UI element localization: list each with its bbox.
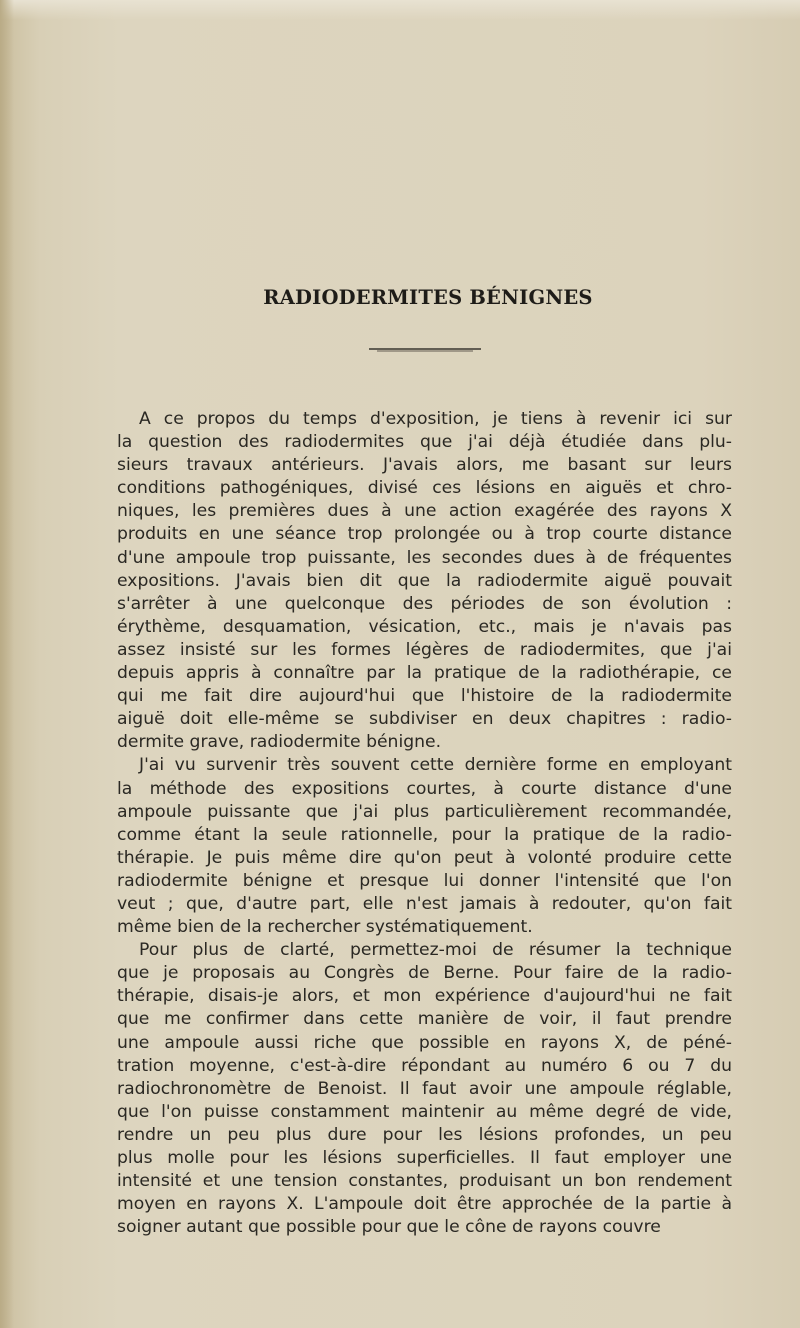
text-line: que l'on puisse constamment maintenir au même degré de vide, (117, 1101, 732, 1122)
text-line: produits en une séance trop prolongée ou à trop courte distance (117, 524, 732, 545)
text-line: comme étant la seule rationnelle, pour la pratique de la radio- (117, 824, 732, 845)
text-line: radiodermite bénigne et presque lui donner l'intensité que l'on (117, 870, 732, 891)
text-line: intensité et une tension constantes, produisant un bon rendement (117, 1171, 732, 1192)
text-line: conditions pathogéniques, divisé ces lésions en aiguës et chro- (117, 478, 732, 499)
chapter-title: RADIODERMITES BÉNIGNES (263, 286, 593, 309)
text-line: soigner autant que possible pour que le cône de rayons couvre (117, 1217, 661, 1238)
text-line: expositions. J'avais bien dit que la radiodermite aiguë pouvait (117, 570, 732, 591)
text-line: moyen en rayons X. L'ampoule doit être approchée de la partie à (117, 1194, 732, 1215)
text-line: thérapie. Je puis même dire qu'on peut à volonté produire cette (117, 847, 732, 868)
text-line: sieurs travaux antérieurs. J'avais alors, me basant sur leurs (117, 455, 732, 476)
text-line: niques, les premières dues à une action exagérée des rayons X (117, 501, 732, 522)
text-line: depuis appris à connaître par la pratique de la radiothérapie, ce (117, 663, 732, 684)
paragraph (117, 754, 732, 939)
page-binding-edge (0, 0, 14, 1328)
text-line: érythème, desquamation, vésication, etc., mais je n'avais pas (117, 616, 732, 637)
text-line: s'arrêter à une quelconque des périodes de son évolution : (117, 593, 732, 614)
body-text (117, 408, 732, 1239)
text-line: que me confirmer dans cette manière de voir, il faut prendre (117, 1009, 732, 1030)
text-line: même bien de la rechercher systématiquement. (117, 917, 533, 938)
text-line: plus molle pour les lésions superficielles. Il faut employer une (117, 1148, 732, 1168)
text-line: J'ai vu survenir très souvent cette dernière forme en employant (139, 755, 732, 776)
text-line: la question des radiodermites que j'ai déjà étudiée dans plu- (117, 432, 732, 453)
text-line: assez insisté sur les formes légères de radiodermites, que j'ai (117, 639, 732, 660)
text-line: dermite grave, radiodermite bénigne. (117, 732, 442, 753)
page-top-shade (0, 0, 800, 20)
text-line: aiguë doit elle-même se subdiviser en deux chapitres : radio- (117, 709, 732, 730)
text-line: que je proposais au Congrès de Berne. Pour faire de la radio- (117, 963, 732, 984)
paragraph (117, 939, 732, 1239)
text-line: qui me fait dire aujourd'hui que l'histoire de la radiodermite (117, 686, 732, 707)
text-line: d'une ampoule trop puissante, les secondes dues à de fréquentes (117, 547, 732, 568)
text-line: la méthode des expositions courtes, à courte distance d'une (117, 778, 732, 799)
text-line: radiochronomètre de Benoist. Il faut avoir une ampoule réglable, (117, 1078, 732, 1099)
text-line: veut ; que, d'autre part, elle n'est jamais à redouter, qu'on fait (117, 893, 732, 914)
title-ornament-rule (369, 346, 481, 354)
text-line: Pour plus de clarté, permettez-moi de résumer la technique (139, 940, 732, 961)
paragraph (117, 408, 732, 754)
text-line: ampoule puissante que j'ai plus particulièrement recommandée, (117, 801, 732, 822)
text-line: tration moyenne, c'est-à-dire répondant au numéro 6 ou 7 du (117, 1055, 732, 1076)
text-line: rendre un peu plus dure pour les lésions profondes, un peu (117, 1124, 732, 1145)
text-line: une ampoule aussi riche que possible en rayons X, de péné- (117, 1032, 732, 1053)
text-line: A ce propos du temps d'exposition, je tiens à revenir ici sur (139, 409, 732, 429)
text-line: thérapie, disais-je alors, et mon expérience d'aujourd'hui ne fait (117, 986, 732, 1007)
